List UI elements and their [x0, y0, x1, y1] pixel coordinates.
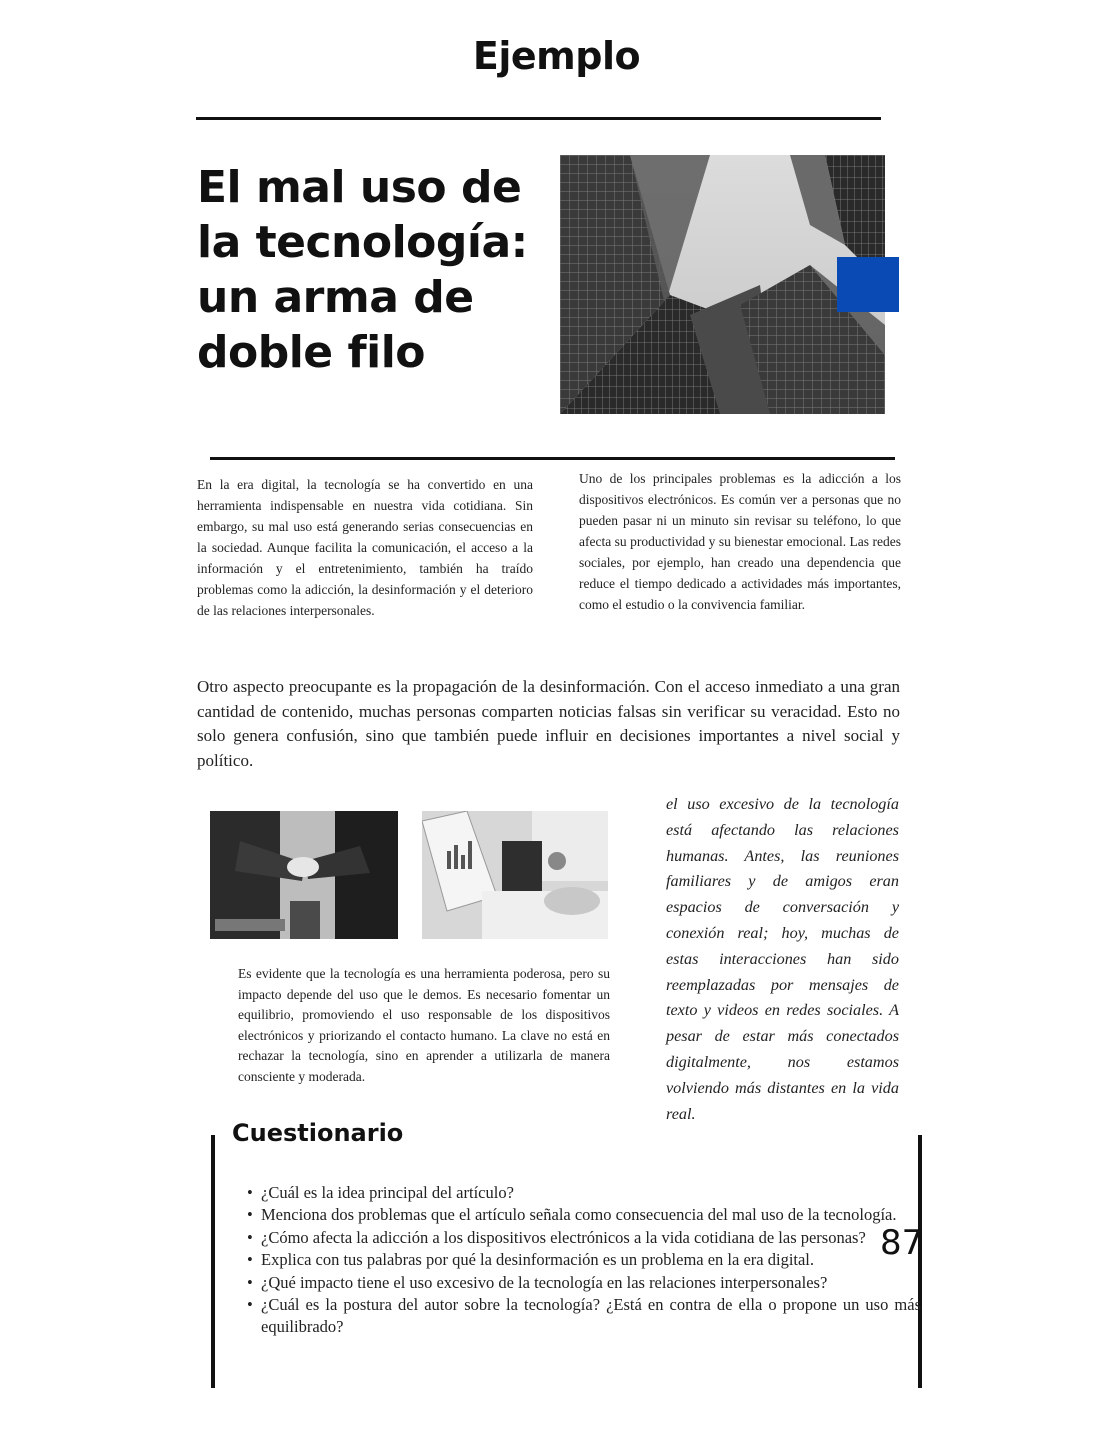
addiction-paragraph: Uno de los principales problemas es la adicción a los dispositivos electrónicos. Es común ver a personas que no pueden pasar ni un minuto sin revisar su teléfono, lo que afecta su productividad y su bienestar emocional. Las redes sociales, por ejemplo, han creado una dependencia que reduce el tiempo dedicado a actividades más importantes, como el estudio o la convivencia familiar. [579, 471, 901, 612]
question-item: • Menciona dos problemas que el artículo señala como consecuencia del mal uso de la tecnología. [247, 1204, 921, 1226]
handshake-photo [210, 811, 398, 939]
conclusion-paragraph: Es evidente que la tecnología es una herramienta poderosa, pero su impacto depende del uso que le demos. Es necesario fomentar un equilibrio, promoviendo el uso responsable de los dispositivos electrónicos y priorizando el contacto humano. La clave no está en rechazar la tecnología, sino en aprender a utilizarla de manera consciente y moderada. [238, 966, 610, 1084]
question-item: • ¿Qué impacto tiene el uso excesivo de la tecnología en las relaciones interpersonales? [247, 1272, 921, 1294]
questionnaire-list [247, 1182, 924, 1339]
page-header-title: Ejemplo [472, 34, 641, 78]
misinformation-paragraph: Otro aspecto preocupante es la propagación de la desinformación. Con el acceso inmediato a una gran cantidad de contenido, muchas personas comparten noticias falsas sin verificar su veracidad. Esto no solo genera confusión, sino que también puede influir en decisiones importantes a nivel social y político. [197, 677, 900, 770]
blue-accent-square [837, 257, 899, 312]
question-item: • Explica con tus palabras por qué la desinformación es un problema en la era digital. [247, 1249, 921, 1271]
page-number: 87 [880, 1223, 924, 1263]
questionnaire-heading: Cuestionario [232, 1119, 404, 1147]
question-item: • ¿Cómo afecta la adicción a los dispositivos electrónicos a la vida cotidiana de las personas? [247, 1227, 921, 1249]
business-charts-photo [422, 811, 608, 939]
question-item: • ¿Cuál es la idea principal del artículo? [247, 1182, 921, 1204]
top-divider [196, 117, 881, 120]
article-headline: El mal uso de la tecnología: un arma de doble filo [197, 162, 528, 378]
questionnaire-left-bar [211, 1135, 215, 1388]
intro-paragraph: En la era digital, la tecnología se ha convertido en una herramienta indispensable en nuestra vida cotidiana. Sin embargo, su mal uso está generando serias consecuencias en la sociedad. Aunque facilita la comunicación, el acceso a la información y el entretenimiento, también ha traído problemas como la adicción, la desinformación y el deterioro de las relaciones interpersonales. [197, 477, 533, 618]
question-item: • ¿Cuál es la postura del autor sobre la tecnología? ¿Está en contra de ella o propone un uso más equilibrado? [247, 1294, 921, 1339]
section-divider [210, 457, 895, 460]
relationships-paragraph: el uso excesivo de la tecnología está afectando las relaciones humanas. Antes, las reuniones familiares y de amigos eran espacios de conversación y conexión real; hoy, muchas de estas interacciones han sido reemplazadas por mensajes de texto y videos en redes sociales. A pesar de estar más conectados digitalmente, nos estamos volviendo más distantes en la vida real. [666, 795, 899, 1123]
